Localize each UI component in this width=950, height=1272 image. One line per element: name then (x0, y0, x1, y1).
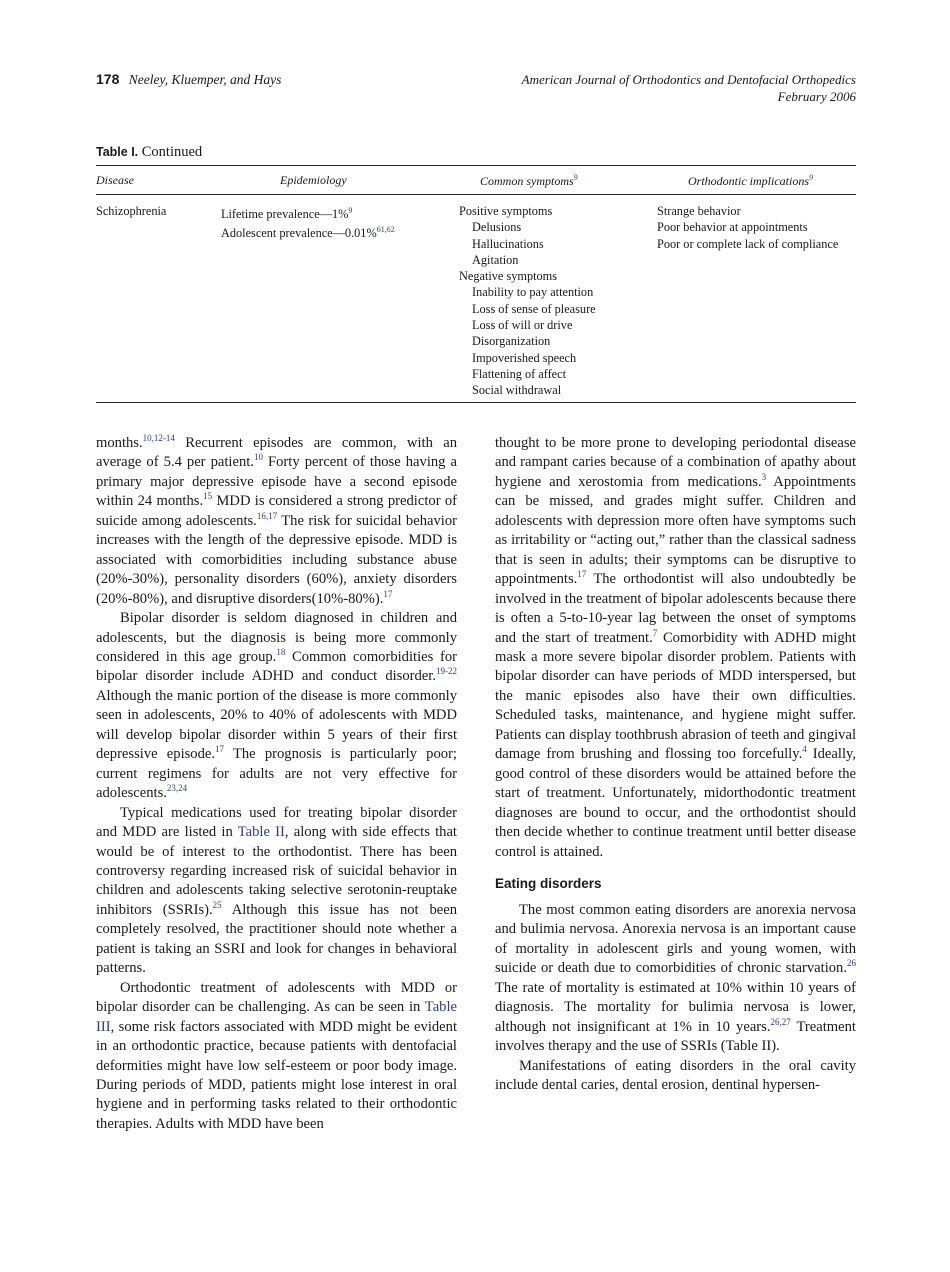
table-iii-link[interactable]: Table III (96, 999, 457, 1035)
paragraph: Typical medications used for treating bipolar disorder and MDD are listed in Table II, along with side effects that would be of interest to the orthodontist. There has been controversy regarding increased risk of suicidal behavior in children and adolescents taking selective serotonin-reuptake inhibitors (SSRIs).$^{25}$ Although this issue has not been completely resolved, the practitioner should note whether a patient is taking an SSRI and look for changes in behavioral patterns. (96, 804, 457, 977)
table-header-disease: Disease (96, 173, 134, 187)
running-header-right (522, 71, 856, 105)
table-label: Table I. (96, 145, 139, 159)
journal-title: American Journal of Orthodontics and Dentofacial Orthopedics (521, 72, 856, 87)
citation[interactable]: 25 (212, 900, 222, 911)
table-top-rule (96, 165, 856, 166)
table-cell-disease: Schizophrenia (96, 204, 167, 218)
citation[interactable]: 16,17 (256, 510, 278, 521)
citation[interactable]: 9 (573, 173, 578, 182)
paragraph: Manifestations of eating disorders in the oral cavity include dental caries, dental erosion, dentinal hypersen- (495, 1057, 856, 1094)
table-cell-epidemiology: Lifetime prevalence—1%$^9$ Adolescent prevalence—0.01%$^{61,62}$ (221, 206, 395, 241)
citation[interactable]: 18 (276, 647, 286, 658)
table-caption-text: Continued (141, 144, 203, 160)
table-cell-symptoms: Positive symptoms Delusions Hallucinations Agitation Negative symptoms Inability to pay attention Loss of sense of pleasure Loss of will or drive Disorganization Impoverished speech Flattening of affect Social withdrawal (459, 204, 596, 398)
table-header-epidemiology: Epidemiology (280, 173, 347, 187)
body-column-right (495, 434, 856, 1096)
paragraph: The most common eating disorders are anorexia nervosa and bulimia nervosa. Anorexia nervosa is an important cause of mortality in adolescent girls and young women, with suicide or death due to comorbidities of chronic starvation.$^{26}$ The rate of mortality is estimated at 10% within 10 years of diagnosis. The mortality for bulimia nervosa is lower, although not insignificant at 1% in 10 years.$^{26,27}$ Treatment involves therapy and the use of SSRIs (Table II). (495, 901, 856, 1055)
citation[interactable]: 10 (253, 452, 263, 463)
table-header-symptoms: Common symptoms$^9$ (480, 173, 578, 188)
citation[interactable]: 17 (577, 569, 587, 580)
citation[interactable]: 10,12-14 (142, 433, 175, 444)
citation[interactable]: 26 (847, 958, 856, 969)
citation[interactable]: 15 (203, 491, 213, 502)
citation[interactable]: 17 (215, 744, 225, 755)
paragraph: months.$^{10,12-14}$ Recurrent episodes are common, with an average of 5.4 per patient.$^{10}$ Forty percent of those having a primary major depressive episode have a second episode within 24 months.$^{15}$ MDD is considered a strong predictor of suicide among adolescents.$^{16,17}$ The risk for suicidal behavior increases with the length of the depressive episode. MDD is associated with comorbidities including substance abuse (20%-30%), personality disorders (60%), anxiety disorders (20%-80%), and disruptive disorders(10%-80%).$^{17}$ (96, 433, 458, 607)
table-bottom-rule (96, 402, 856, 403)
section-heading: Eating disorders (495, 875, 602, 891)
citation[interactable]: 3 (761, 472, 767, 483)
citation[interactable]: 19-22 (436, 666, 457, 677)
citation[interactable]: 23,24 (166, 783, 188, 794)
body-column-left (96, 434, 457, 1134)
citation[interactable]: 17 (383, 588, 393, 599)
paragraph: Orthodontic treatment of adolescents with MDD or bipolar disorder can be challenging. As can be seen in Table III, some risk factors associated with MDD might be evident in an orthodontic practice, because patients with dentofacial deformities might have low self-esteem or poor body image. During periods of MDD, patients might lose interest in oral hygiene and in performing tasks related to their orthodontic therapies. Adults with MDD have been (96, 979, 457, 1132)
citation[interactable]: 61,62 (376, 225, 395, 235)
running-header-left (96, 71, 281, 88)
citation[interactable]: 26,27 (770, 1016, 791, 1027)
authors: Neeley, Kluemper, and Hays (128, 72, 282, 87)
page-number: 178 (96, 71, 120, 87)
citation[interactable]: 7 (652, 627, 658, 638)
table-caption (96, 144, 202, 161)
citation[interactable]: 9 (809, 173, 813, 182)
table-header-rule (96, 194, 856, 195)
citation[interactable]: 4 (802, 744, 807, 755)
paragraph: thought to be more prone to developing periodontal disease and rampant caries because of a combination of apathy about hygiene and xerostomia from medications.$^3$ Appointments can be missed, and grades might suffer. Children and adolescents with depression more often have symptoms such as irritability or “acting out,” rather than the classical sadness that is seen in adults; their symptoms can be disruptive to appointments.$^{17}$ The orthodontist will also undoubtedly be involved in the treatment of bipolar adolescents because there is often a 5-to-10-year lag between the onset of symptoms and the start of treatment.$^7$ Comorbidity with ADHD might mask a more severe bipolar disorder problem. Patients with bipolar disorder can have periods of MDD interspersed, but the manic episodes also have their own difficulties. Scheduled tasks, maintenance, and hygiene might suffer. Patients can display toothbrush abrasion of teeth and gingival damage from brushing and flossing too forcefully.$^4$ Ideally, good control of these disorders would be attained before the start of treatment. Unfortunately, midorthodontic treatment diagnoses are bound to occur, and the orthodontist should then decide whether to continue treatment until better disease control is attained. (495, 435, 856, 860)
issue-date: February 2006 (777, 89, 856, 104)
table-header-implications: Orthodontic implications$^9$ (688, 173, 813, 188)
table-ii-link[interactable]: Table II (237, 824, 285, 841)
paragraph: Bipolar disorder is seldom diagnosed in children and adolescents, but the diagnosis is being more commonly considered in this age group.$^{18}$ Common comorbidities for bipolar disorder include ADHD and conduct disorder.$^{19-22}$ Although the manic portion of the disease is more commonly seen in adolescents, 20% to 40% of adolescents with MDD will develop bipolar disorder within 5 years of their first depressive episode.$^{17}$ The prognosis is particularly poor; current regimens for adults are not very effective for adolescents.$^{23,24}$ (96, 610, 457, 802)
table-cell-implications: Strange behavior Poor behavior at appointments Poor or complete lack of compliance (657, 204, 839, 251)
citation[interactable]: 9 (348, 206, 353, 215)
